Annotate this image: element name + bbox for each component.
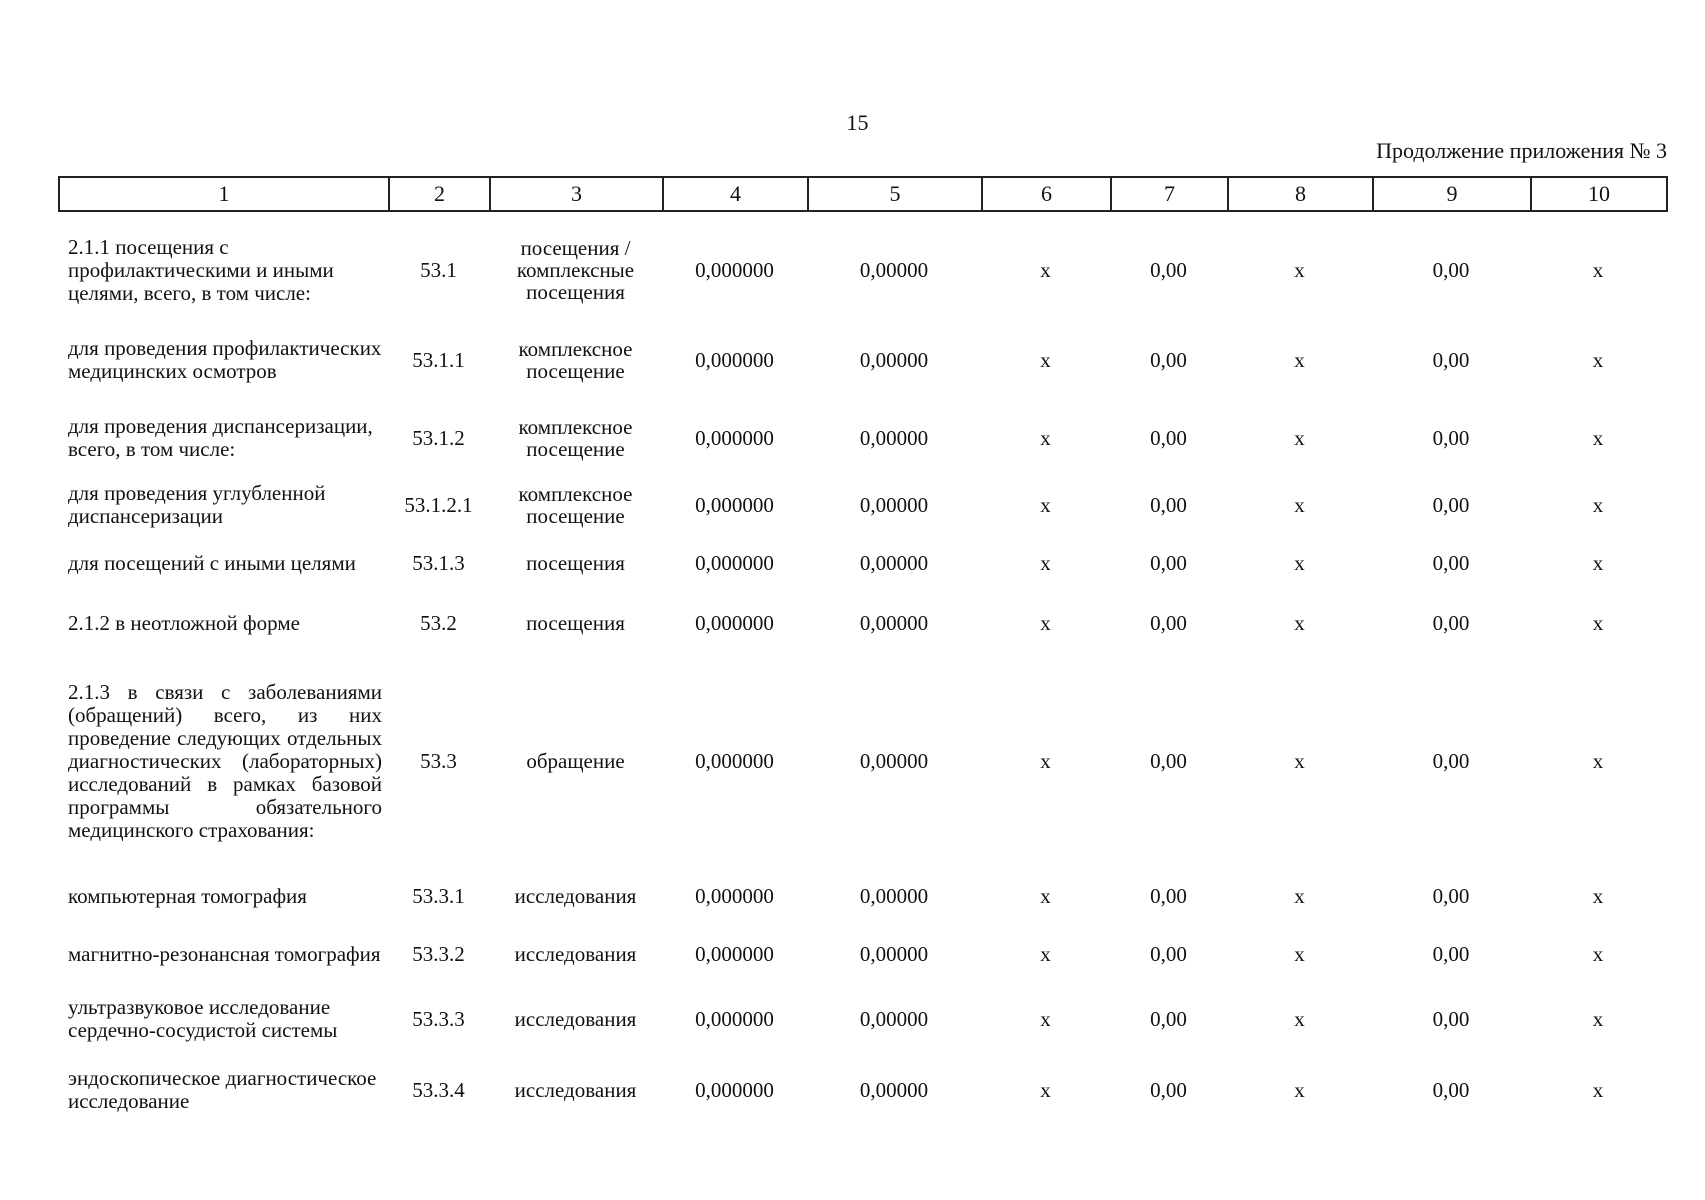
header-col-5: 5 — [808, 177, 982, 211]
row-col-9: 0,00 — [1432, 257, 1470, 282]
row-col-10: х — [1592, 1006, 1604, 1031]
row-col-5: 0,00000 — [859, 941, 929, 966]
table-row — [58, 318, 1666, 402]
row-col-5: 0,00000 — [859, 492, 929, 517]
row-unit: посещения — [526, 611, 625, 635]
row-col-7: 0,00 — [1150, 550, 1187, 575]
row-col-8: х — [1294, 941, 1305, 966]
row-col-7: 0,00 — [1150, 492, 1187, 517]
row-col-9: 0,00 — [1432, 610, 1470, 635]
row-col-9: 0,00 — [1432, 941, 1470, 966]
row-col-4: 0,000000 — [695, 550, 774, 575]
row-name: для проведения диспансеризации, всего, в том числе: — [68, 414, 373, 461]
row-col-9: 0,00 — [1432, 1006, 1470, 1031]
row-code: 53.1 — [420, 257, 457, 282]
row-col-5: 0,00000 — [859, 257, 929, 282]
row-col-10: х — [1592, 347, 1604, 372]
row-col-6: х — [1040, 425, 1051, 450]
row-col-7: 0,00 — [1150, 1006, 1187, 1031]
row-unit: комплексное посещение — [518, 337, 633, 383]
row-col-4: 0,000000 — [695, 425, 774, 450]
row-col-7: 0,00 — [1150, 748, 1187, 773]
row-col-5: 0,00000 — [859, 550, 929, 575]
table-row — [58, 222, 1666, 318]
row-name: ультразвуковое исследование сердечно-сосудистой системы — [68, 995, 338, 1042]
row-unit: комплексное посещение — [518, 415, 633, 461]
row-col-6: х — [1040, 347, 1051, 372]
row-col-4: 0,000000 — [695, 748, 774, 773]
row-col-6: х — [1040, 883, 1051, 908]
row-code: 53.3 — [420, 748, 457, 773]
row-code: 53.3.2 — [412, 941, 465, 966]
row-col-10: х — [1592, 1077, 1604, 1102]
table-row — [58, 866, 1666, 926]
row-col-5: 0,00000 — [859, 883, 929, 908]
row-name: для проведения профилактических медицинских осмотров — [68, 336, 382, 383]
row-col-6: х — [1040, 550, 1051, 575]
row-col-10: х — [1592, 883, 1604, 908]
row-col-10: х — [1592, 257, 1604, 282]
row-col-8: х — [1294, 492, 1305, 517]
page-number: 15 — [846, 110, 869, 135]
row-col-4: 0,000000 — [695, 883, 774, 908]
row-col-7: 0,00 — [1150, 883, 1187, 908]
row-col-9: 0,00 — [1432, 492, 1470, 517]
row-unit: посещения — [526, 551, 625, 575]
row-col-4: 0,000000 — [695, 347, 774, 372]
row-name: магнитно-резонансная томография — [68, 941, 381, 966]
row-col-6: х — [1040, 257, 1051, 282]
row-col-5: 0,00000 — [859, 1006, 929, 1031]
table-row — [58, 402, 1666, 474]
row-col-7: 0,00 — [1150, 425, 1187, 450]
row-col-8: х — [1294, 550, 1305, 575]
row-col-9: 0,00 — [1432, 883, 1470, 908]
header-col-7: 7 — [1111, 177, 1228, 211]
row-code: 53.2 — [420, 610, 457, 635]
row-col-10: х — [1592, 610, 1604, 635]
row-col-6: х — [1040, 748, 1051, 773]
row-col-5: 0,00000 — [859, 610, 929, 635]
table-row — [58, 474, 1666, 536]
continuation-label: Продолжение приложения № 3 — [1376, 138, 1667, 163]
row-name: эндоскопическое диагностическое исследование — [68, 1066, 377, 1113]
row-col-4: 0,000000 — [695, 941, 774, 966]
header-col-1: 1 — [59, 177, 389, 211]
row-col-10: х — [1592, 748, 1604, 773]
row-name: компьютерная томография — [68, 883, 307, 908]
row-col-7: 0,00 — [1150, 347, 1187, 372]
row-col-10: х — [1592, 425, 1604, 450]
header-col-4: 4 — [663, 177, 808, 211]
row-col-9: 0,00 — [1432, 425, 1470, 450]
row-col-4: 0,000000 — [695, 1006, 774, 1031]
row-col-8: х — [1294, 425, 1305, 450]
header-col-2: 2 — [389, 177, 490, 211]
row-col-5: 0,00000 — [859, 425, 929, 450]
header-col-6: 6 — [982, 177, 1111, 211]
row-col-8: х — [1294, 1006, 1305, 1031]
row-col-10: х — [1592, 550, 1604, 575]
row-col-9: 0,00 — [1432, 1077, 1470, 1102]
row-unit: исследования — [514, 1078, 637, 1102]
row-col-4: 0,000000 — [695, 1077, 774, 1102]
table-row — [58, 536, 1666, 590]
row-col-6: х — [1040, 1006, 1051, 1031]
row-col-10: х — [1592, 941, 1604, 966]
row-col-7: 0,00 — [1150, 1077, 1187, 1102]
row-col-6: х — [1040, 1077, 1051, 1102]
row-code: 53.3.3 — [412, 1006, 465, 1031]
row-col-8: х — [1294, 883, 1305, 908]
header-col-8: 8 — [1228, 177, 1373, 211]
row-col-6: х — [1040, 610, 1051, 635]
row-code: 53.1.2.1 — [404, 492, 473, 517]
row-unit: исследования — [514, 942, 637, 966]
row-col-4: 0,000000 — [695, 257, 774, 282]
table-row — [58, 982, 1666, 1056]
table-row — [58, 926, 1666, 982]
row-code: 53.1.1 — [412, 347, 465, 372]
row-name: для посещений с иными целями — [68, 550, 356, 575]
row-col-8: х — [1294, 610, 1305, 635]
row-col-4: 0,000000 — [695, 610, 774, 635]
row-col-8: х — [1294, 1077, 1305, 1102]
column-number-header — [58, 176, 1668, 212]
row-col-8: х — [1294, 347, 1305, 372]
data-table — [58, 222, 1666, 1124]
row-name: 2.1.2 в неотложной форме — [68, 610, 300, 635]
row-col-8: х — [1294, 257, 1305, 282]
row-col-9: 0,00 — [1432, 550, 1470, 575]
row-col-7: 0,00 — [1150, 257, 1187, 282]
row-code: 53.3.4 — [412, 1077, 465, 1102]
row-col-9: 0,00 — [1432, 347, 1470, 372]
row-code: 53.1.2 — [412, 425, 465, 450]
row-col-7: 0,00 — [1150, 941, 1187, 966]
header-col-3: 3 — [490, 177, 663, 211]
row-col-6: х — [1040, 941, 1051, 966]
row-col-8: х — [1294, 748, 1305, 773]
row-col-10: х — [1592, 492, 1604, 517]
row-name: 2.1.1 посещения с профилактическими и иными целями, всего, в том числе: — [68, 234, 334, 305]
row-name: 2.1.3 в связи с заболеваниями (обращений) всего, из них проведение следующих отдельных диагностических (лабораторных) исследований в рамках базовой программы обязательного медицинского страхования: — [68, 679, 382, 842]
row-col-7: 0,00 — [1150, 610, 1187, 635]
table-row — [58, 1056, 1666, 1124]
row-name: для проведения углубленной диспансеризации — [68, 481, 326, 528]
row-col-4: 0,000000 — [695, 492, 774, 517]
row-code: 53.3.1 — [412, 883, 465, 908]
row-unit: исследования — [514, 884, 637, 908]
row-unit: комплексное посещение — [518, 482, 633, 528]
row-unit: исследования — [514, 1007, 637, 1031]
row-col-9: 0,00 — [1432, 748, 1470, 773]
table-row — [58, 656, 1666, 866]
table-row — [58, 590, 1666, 656]
header-col-9: 9 — [1373, 177, 1531, 211]
row-unit: обращение — [526, 749, 625, 773]
row-col-5: 0,00000 — [859, 748, 929, 773]
row-col-5: 0,00000 — [859, 1077, 929, 1102]
row-code: 53.1.3 — [412, 550, 465, 575]
row-unit: посещения / комплексные посещения — [516, 236, 635, 304]
row-col-6: х — [1040, 492, 1051, 517]
row-col-5: 0,00000 — [859, 347, 929, 372]
header-col-10: 10 — [1531, 177, 1667, 211]
